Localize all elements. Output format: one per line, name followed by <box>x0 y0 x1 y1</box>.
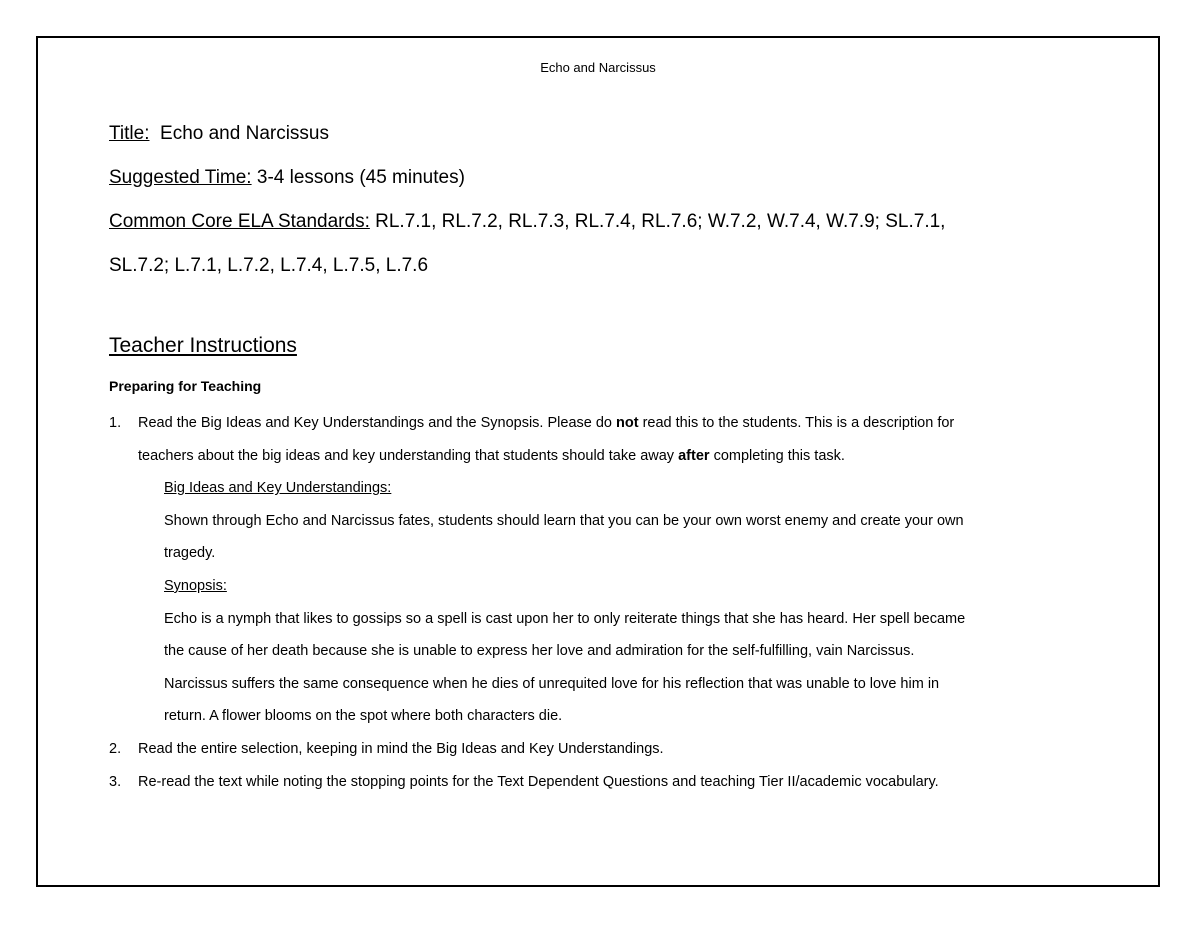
title-label: Title: <box>109 123 150 144</box>
synopsis-line-2: the cause of her death because she is unable to express her love and admiration for the self-fulfilling, vain Narcissus. <box>164 643 915 660</box>
step-number: 1. <box>109 415 122 431</box>
standards-label: Common Core ELA Standards: <box>109 211 370 232</box>
big-ideas-block <box>138 472 1109 733</box>
standards-line-2 <box>109 244 1109 288</box>
teacher-instructions-heading: Teacher Instructions <box>109 334 297 357</box>
time-line <box>109 156 1109 200</box>
synopsis-line-1: Echo is a nymph that likes to gossips so a spell is cast upon her to only reiterate things that she has heard. Her spell became <box>164 610 966 627</box>
title-line <box>109 112 1109 156</box>
step-1-text-d: completing this task. <box>713 447 845 464</box>
step-1-bold-not: not <box>616 415 639 431</box>
step-2 <box>109 733 1109 766</box>
instruction-steps <box>109 407 1109 798</box>
synopsis-label: Synopsis: <box>164 577 227 594</box>
synopsis-line-4: return. A flower blooms on the spot where both characters die. <box>164 708 563 725</box>
standards-value-1: RL.7.1, RL.7.2, RL.7.3, RL.7.4, RL.7.6; W.7.2, W.7.4, W.7.9; SL.7.1, <box>375 211 946 232</box>
step-3-text: Re-read the text while noting the stopping points for the Text Dependent Questions and teaching Tier II/academic vocabulary. <box>138 773 939 790</box>
document-page <box>36 36 1160 887</box>
big-ideas-label: Big Ideas and Key Understandings: <box>164 480 392 497</box>
step-1-text-c: teachers about the big ideas and key understanding that students should take away <box>138 447 675 464</box>
big-ideas-line-1: Shown through Echo and Narcissus fates, students should learn that you can be your own worst enemy and create your own <box>164 512 964 529</box>
step-2-text: Read the entire selection, keeping in mind the Big Ideas and Key Understandings. <box>138 740 664 757</box>
page-header: Echo and Narcissus <box>540 60 656 75</box>
step-1-text-a: Read the Big Ideas and Key Understandings and the Synopsis. Please do <box>138 415 612 431</box>
step-number: 2. <box>109 740 122 757</box>
standards-value-2: SL.7.2; L.7.1, L.7.2, L.7.4, L.7.5, L.7.6 <box>109 255 429 276</box>
step-1-bold-after: after <box>678 447 710 464</box>
standards-line <box>109 200 1109 244</box>
time-value: 3-4 lessons (45 minutes) <box>256 167 465 188</box>
step-1-text-b: read this to the students. This is a description for <box>642 415 955 431</box>
time-label: Suggested Time: <box>109 167 252 188</box>
title-value: Echo and Narcissus <box>160 123 329 144</box>
preparing-subheading: Preparing for Teaching <box>109 378 262 394</box>
step-1-line-1 <box>138 407 1109 440</box>
step-3 <box>109 766 1109 799</box>
lesson-meta <box>109 112 1109 288</box>
step-1-line-2 <box>138 440 1109 473</box>
step-1 <box>109 407 1109 733</box>
synopsis-line-3: Narcissus suffers the same consequence when he dies of unrequited love for his reflection that was unable to love him in <box>164 675 940 692</box>
big-ideas-line-2: tragedy. <box>164 545 216 562</box>
step-number: 3. <box>109 773 122 790</box>
